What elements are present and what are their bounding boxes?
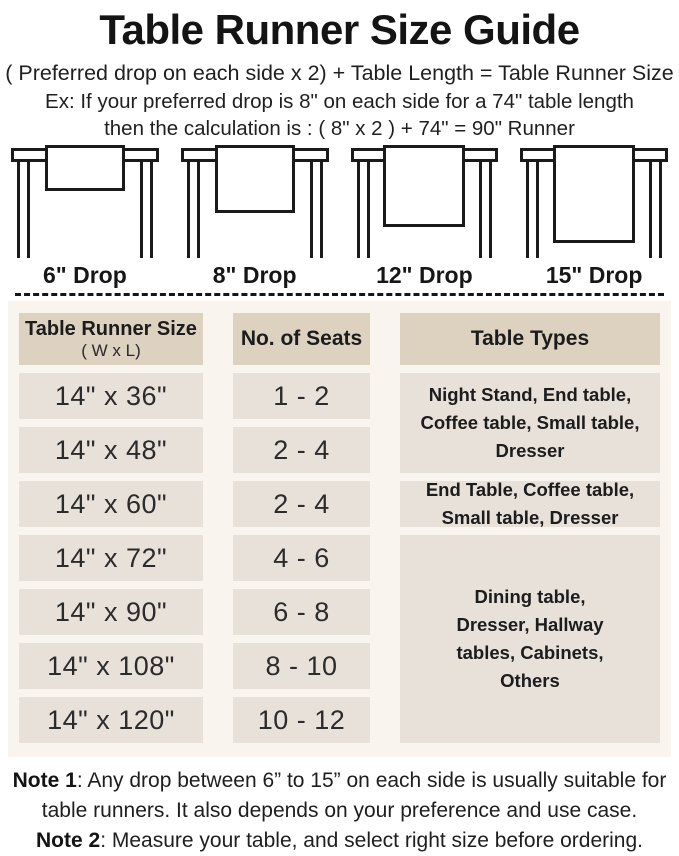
table-with-runner-graphic <box>515 148 673 258</box>
table-leg-graphic <box>479 161 492 258</box>
drop-illustrations <box>0 148 679 289</box>
drop-label: 15" Drop <box>545 262 643 288</box>
footnotes <box>7 766 673 856</box>
table-with-runner-graphic <box>6 148 164 258</box>
table-with-runner-graphic <box>346 148 504 258</box>
runner-graphic <box>45 145 125 191</box>
runner-size-cell: 14" x 72" <box>19 535 203 581</box>
drop-label: 12" Drop <box>376 262 473 288</box>
header-table-types: Table Types <box>400 313 660 365</box>
table-leg-graphic <box>357 161 370 258</box>
header-no-of-seats: No. of Seats <box>233 313 370 365</box>
table-leg-graphic <box>649 161 662 258</box>
table-with-runner-graphic <box>176 148 334 258</box>
table-leg-graphic <box>140 161 153 258</box>
dashed-divider <box>15 293 664 296</box>
drop-label: 6" Drop <box>43 262 127 288</box>
table-types-cell-small: Night Stand, End table, Coffee table, Small table, Dresser <box>400 373 660 473</box>
drop-label: 8" Drop <box>212 262 297 288</box>
drop-illustration-8 <box>170 148 340 289</box>
note-2: Note 2: Measure your table, and select right size before ordering. <box>36 829 643 852</box>
example-line-1: Ex: If your preferred drop is 8" on each side for a 74" table length <box>45 90 634 113</box>
runner-graphic <box>383 145 465 227</box>
runner-graphic <box>553 145 635 243</box>
seats-cell: 8 - 10 <box>233 643 370 689</box>
seats-cell: 2 - 4 <box>233 481 370 527</box>
table-leg-graphic <box>310 161 323 258</box>
table-types-cell-large: Dining table, Dresser, Hallway tables, Cabinets, Others <box>400 535 660 743</box>
runner-size-cell: 14" x 48" <box>19 427 203 473</box>
seats-cell: 10 - 12 <box>233 697 370 743</box>
runner-size-cell: 14" x 90" <box>19 589 203 635</box>
runner-size-cell: 14" x 60" <box>19 481 203 527</box>
note-1: Note 1: Any drop between 6” to 15” on each side is usually suitable for table runners. It also depends on your preference and use case. <box>12 769 667 822</box>
size-guide-table <box>8 301 671 757</box>
drop-illustration-15 <box>509 148 679 289</box>
header-runner-size: Table Runner Size ( W x L) <box>19 313 203 365</box>
example-line-2: then the calculation is : ( 8" x 2 ) + 74" = 90" Runner <box>104 117 575 140</box>
drop-illustration-6 <box>0 148 170 289</box>
seats-cell: 6 - 8 <box>233 589 370 635</box>
table-leg-graphic <box>526 161 539 258</box>
table-leg-graphic <box>17 161 30 258</box>
table-types-cell-medium: End Table, Coffee table, Small table, Dresser <box>400 481 660 527</box>
seats-cell: 2 - 4 <box>233 427 370 473</box>
runner-graphic <box>215 145 295 213</box>
drop-illustration-12 <box>340 148 510 289</box>
table-leg-graphic <box>187 161 200 258</box>
runner-size-cell: 14" x 108" <box>19 643 203 689</box>
formula-text: ( Preferred drop on each side x 2) + Table Length = Table Runner Size <box>5 61 674 85</box>
page-title: Table Runner Size Guide <box>99 6 580 53</box>
seats-cell: 4 - 6 <box>233 535 370 581</box>
runner-size-cell: 14" x 36" <box>19 373 203 419</box>
runner-size-cell: 14" x 120" <box>19 697 203 743</box>
seats-cell: 1 - 2 <box>233 373 370 419</box>
